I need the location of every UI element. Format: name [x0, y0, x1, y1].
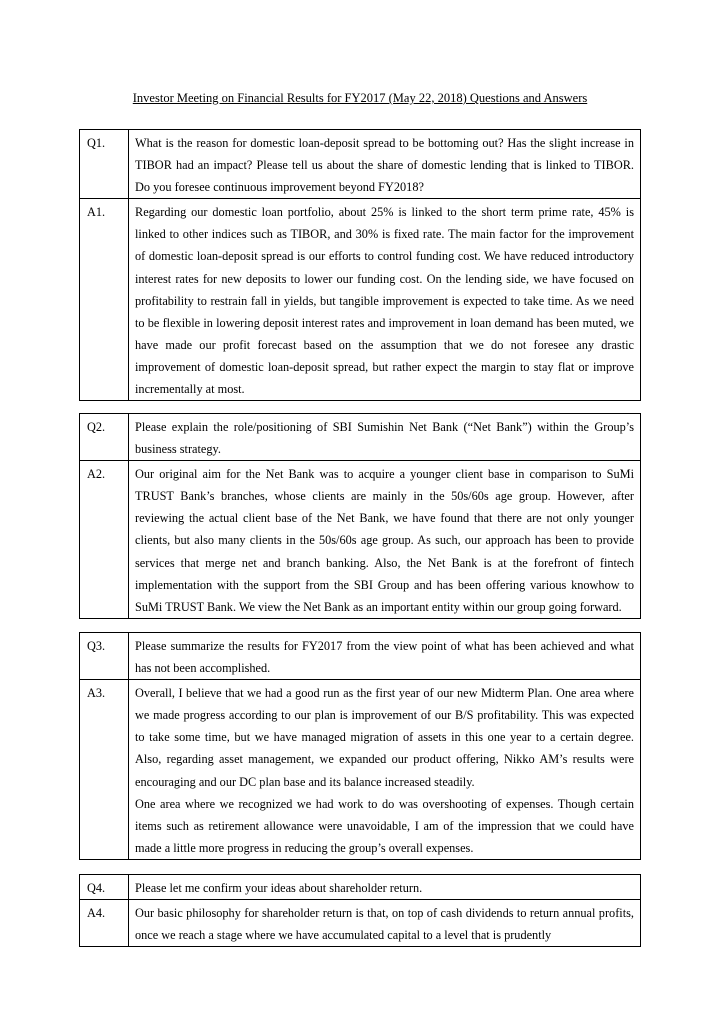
answer-label: A1. — [80, 199, 129, 401]
qa-table-1 — [79, 129, 641, 401]
answer-paragraph: Our original aim for the Net Bank was to acquire a younger client base in comparison to SuMi TRUST Bank’s branches, whose clients are mainly in the 50s/60s age group. However, after reviewing the actual client base of the Net Bank, we have found that there are not only younger clients, but also many clients in the 50s/60s age group. As such, our approach has been to provide services that merge net and branch banking. Also, the Net Bank is at the forefront of fintech implementation with the support from the SBI Group and has been offering various knowhow to SuMi TRUST Bank. We view the Net Bank as an important entity within our group going forward. — [135, 467, 634, 614]
answer-label: A3. — [80, 680, 129, 860]
answer-label: A4. — [80, 900, 129, 947]
question-text: What is the reason for domestic loan-deposit spread to be bottoming out? Has the slight increase in TIBOR had an impact? Please tell us about the share of domestic lending that is linked to TIBOR. Do you foresee continuous improvement beyond FY2018? — [129, 130, 641, 199]
answer-row — [80, 900, 641, 947]
qa-table-3 — [79, 632, 641, 860]
question-text: Please summarize the results for FY2017 from the view point of what has been achieved and what has not been accomplished. — [129, 633, 641, 680]
question-row — [80, 414, 641, 461]
answer-row — [80, 461, 641, 619]
answer-paragraph: One area where we recognized we had work to do was overshooting of expenses. Though certain items such as retirement allowance were unavoidable, I am of the impression that we could have made a little more progress in reducing the group’s overall expenses. — [135, 796, 634, 855]
answer-label: A2. — [80, 461, 129, 619]
qa-table-2 — [79, 413, 641, 619]
answer-paragraph: Overall, I believe that we had a good run as the first year of our new Midterm Plan. One area where we made progress according to our plan is improvement of our B/S profitability. This was expected to take some time, but we have managed migration of assets in this one year to a certain degree. Also, regarding asset management, we expanded our product offering, Nikko AM’s results were encouraging and our DC plan base and its balance increased steadily. — [135, 686, 634, 789]
answer-text — [129, 199, 641, 401]
qa-table-4 — [79, 874, 641, 947]
question-text: Please let me confirm your ideas about shareholder return. — [129, 875, 641, 900]
question-row — [80, 130, 641, 199]
answer-text — [129, 680, 641, 860]
question-text: Please explain the role/positioning of SBI Sumishin Net Bank (“Net Bank”) within the Group’s business strategy. — [129, 414, 641, 461]
question-row — [80, 633, 641, 680]
question-label: Q3. — [80, 633, 129, 680]
answer-row — [80, 199, 641, 401]
answer-paragraph: Regarding our domestic loan portfolio, about 25% is linked to the short term prime rate, 45% is linked to other indices such as TIBOR, and 30% is fixed rate. The main factor for the improvement of domestic loan-deposit spread is our efforts to control funding cost. We have reduced introductory interest rates for new deposits to lower our funding cost. On the lending side, we have focused on profitability to restrain fall in yields, but tangible improvement is expected to take time. As we need to be flexible in lowering deposit interest rates and improvement in loan demand has been muted, we have made our profit forecast based on the assumption that we do not foresee any drastic improvement of domestic loan-deposit spread, but rather expect the margin to stay flat or improve incrementally at most. — [135, 205, 634, 397]
answer-paragraph: Our basic philosophy for shareholder return is that, on top of cash dividends to return annual profits, once we reach a stage where we have accumulated capital to a level that is prudently — [135, 906, 634, 943]
question-row — [80, 875, 641, 900]
question-label: Q4. — [80, 875, 129, 900]
answer-row — [80, 680, 641, 860]
question-label: Q1. — [80, 130, 129, 199]
answer-text — [129, 461, 641, 619]
answer-text — [129, 900, 641, 947]
question-label: Q2. — [80, 414, 129, 461]
page-title: Investor Meeting on Financial Results for FY2017 (May 22, 2018) Questions and Answers — [132, 91, 588, 105]
